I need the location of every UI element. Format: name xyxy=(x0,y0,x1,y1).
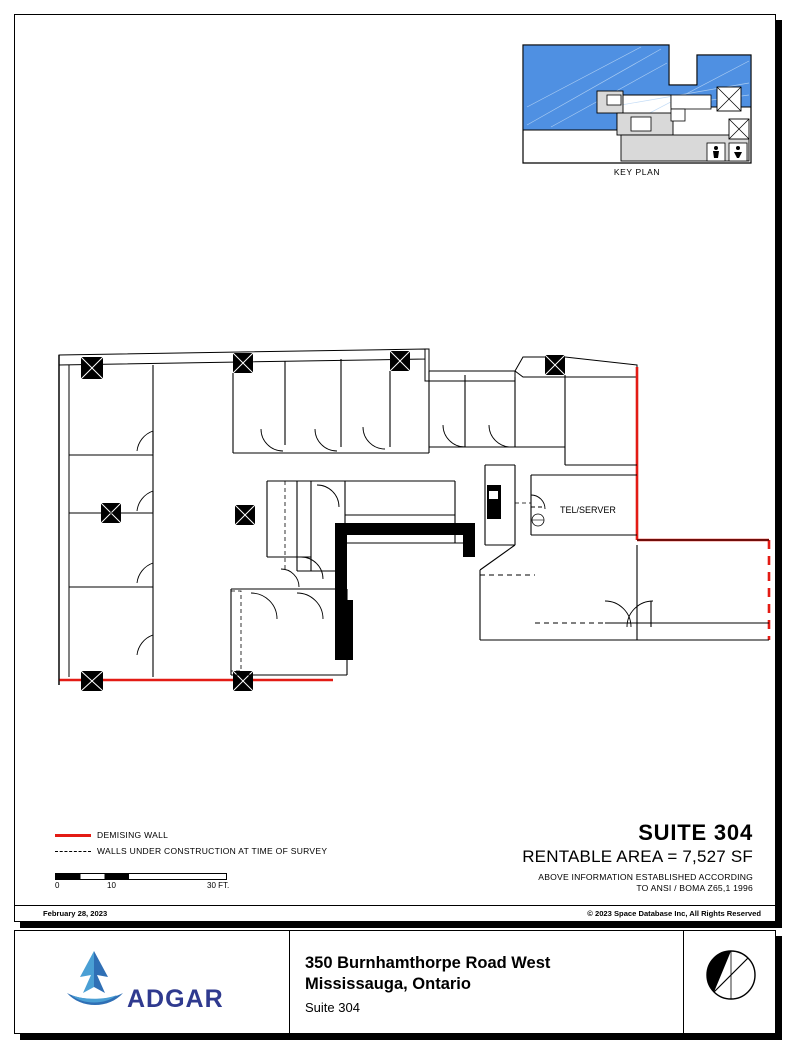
scale-tick-0: 0 xyxy=(55,881,60,890)
north-arrow-icon xyxy=(705,949,757,1001)
legend-label-under-construction: WALLS UNDER CONSTRUCTION AT TIME OF SURVEY xyxy=(97,846,328,856)
north-arrow-area xyxy=(683,931,776,1033)
area-standard-note-line-1: ABOVE INFORMATION ESTABLISHED ACCORDING xyxy=(538,871,753,882)
scale-bar-graphic xyxy=(55,873,227,880)
adgar-bird-logo-icon xyxy=(61,947,127,1013)
demising-wall-swatch-icon xyxy=(55,830,91,840)
room-label-tel-server: TEL/SERVER xyxy=(560,505,616,515)
title-block xyxy=(522,821,753,895)
title-footer-block xyxy=(14,930,776,1034)
area-standard-note-line-2: TO ANSI / BOMA Z65,1 1996 xyxy=(636,883,753,894)
scale-tick-30: 30 FT. xyxy=(207,881,230,890)
key-plan xyxy=(521,35,753,170)
under-construction-swatch-icon xyxy=(55,846,91,856)
scale-bar xyxy=(55,873,255,892)
logo-area xyxy=(15,931,289,1033)
survey-date: February 28, 2023 xyxy=(43,909,108,918)
address-city: Mississauga, Ontario xyxy=(305,975,471,994)
scale-bar-ticks xyxy=(55,880,255,892)
legend xyxy=(55,827,385,859)
building-address xyxy=(305,953,550,1017)
legend-item-under-construction xyxy=(55,843,385,859)
legend-label-demising-wall: DEMISING WALL xyxy=(97,830,169,840)
address-suite: Suite 304 xyxy=(305,999,360,1015)
address-street: 350 Burnhamthorpe Road West xyxy=(305,954,551,972)
area-standard-note xyxy=(522,872,753,895)
key-plan-label: KEY PLAN xyxy=(613,167,661,177)
footer-divider-left xyxy=(289,931,290,1033)
copyright-notice: © 2023 Space Database Inc, All Rights Reserved xyxy=(587,909,761,918)
adgar-wordmark: ADGAR xyxy=(127,985,224,1013)
floor-plan-drawing xyxy=(45,335,775,705)
drawing-sheet xyxy=(14,14,776,922)
suite-title: SUITE 304 xyxy=(638,820,753,845)
rentable-area: RENTABLE AREA = 7,527 SF xyxy=(522,847,753,867)
legend-item-demising-wall xyxy=(55,827,385,843)
scale-tick-10: 10 xyxy=(107,881,116,890)
